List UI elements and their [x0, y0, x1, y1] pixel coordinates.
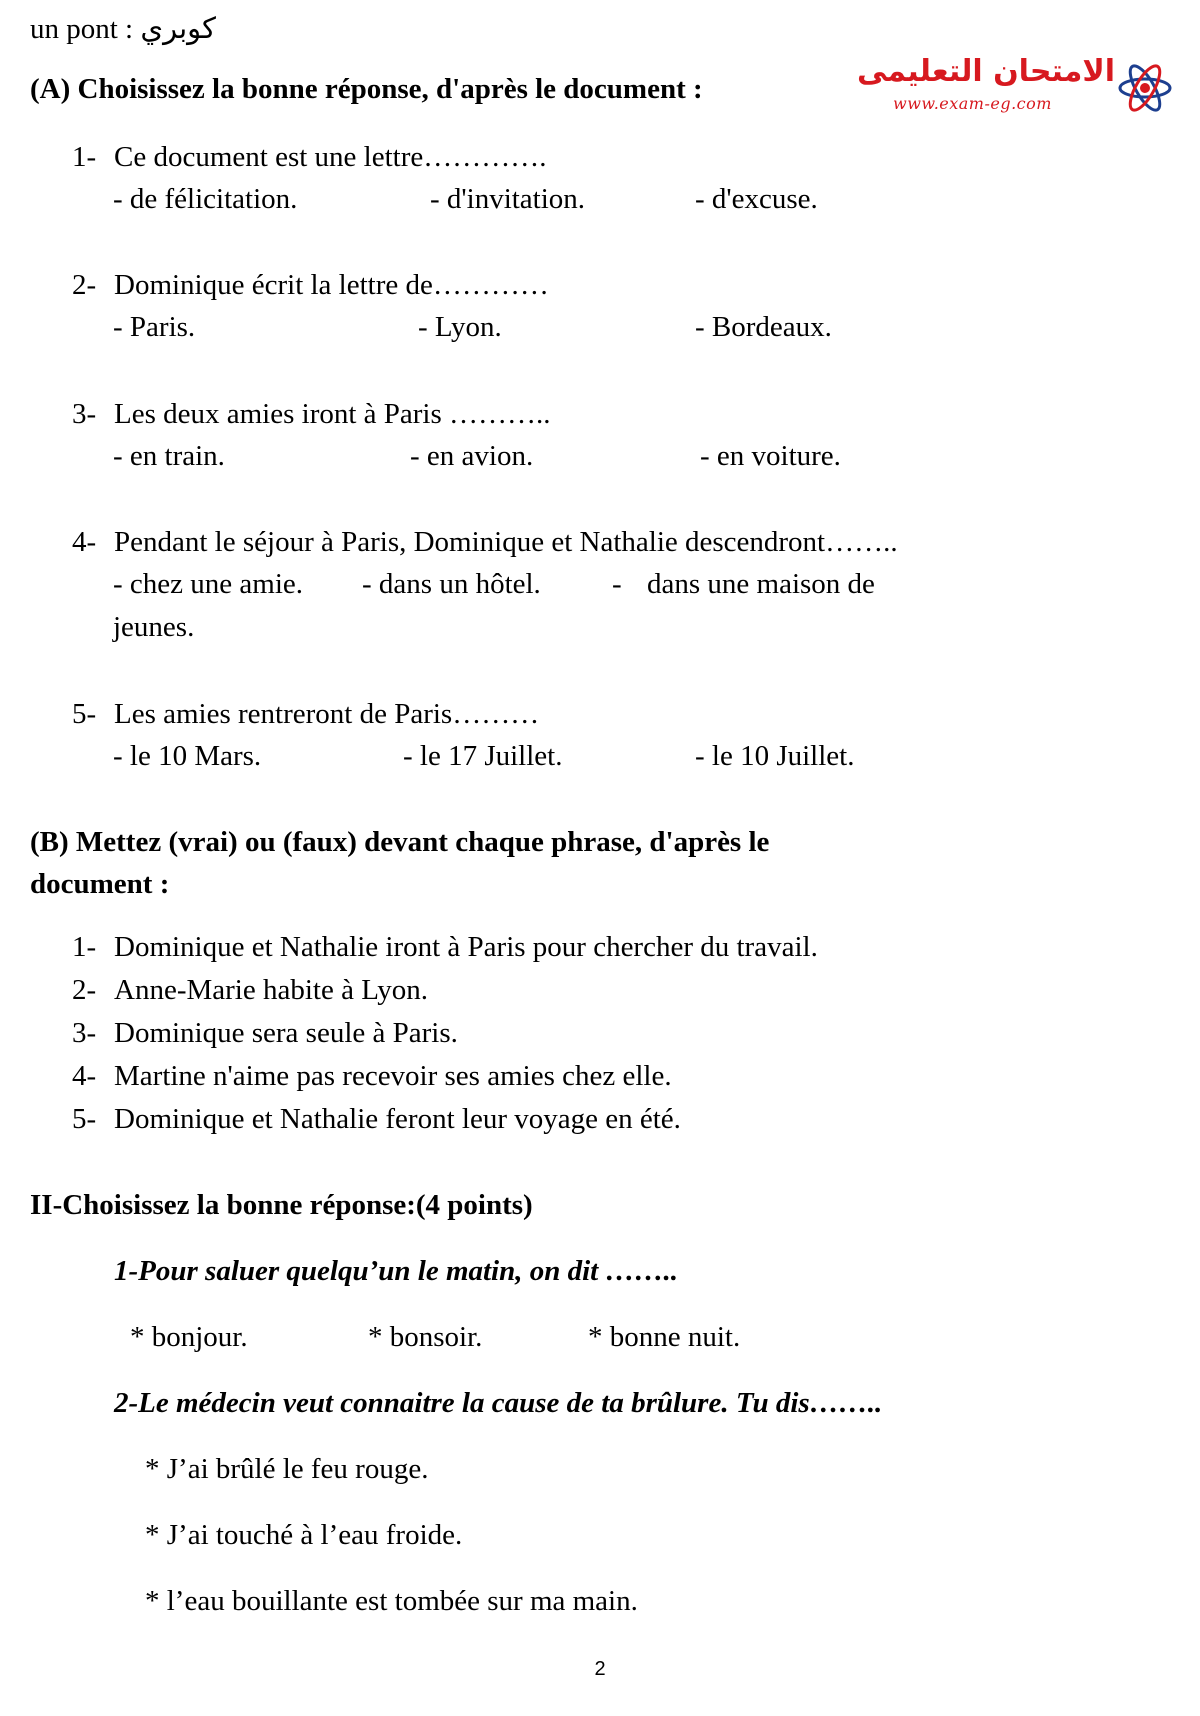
question-text: 2-Le médecin veut connaitre la cause de ta brûlure. Tu dis…….. — [114, 1387, 883, 1419]
option: - en train. — [113, 440, 225, 472]
section-b-title: (B) Mettez (vrai) ou (faux) devant chaque phrase, d'après le — [30, 826, 770, 858]
option: - en avion. — [410, 440, 534, 472]
option: * l’eau bouillante est tombée sur ma main. — [145, 1585, 638, 1617]
option: - le 10 Mars. — [113, 740, 262, 772]
option: - Paris. — [113, 311, 196, 343]
option: - chez une amie. — [113, 568, 304, 600]
statement-number: 3- — [72, 1017, 97, 1049]
statement-number: 2- — [72, 974, 97, 1006]
option: - — [612, 568, 622, 600]
question-number: 2- — [72, 269, 97, 301]
option: - le 17 Juillet. — [403, 740, 563, 772]
statement-number: 4- — [72, 1060, 97, 1092]
question-text: Dominique écrit la lettre de………… — [114, 269, 549, 301]
option: - d'invitation. — [430, 183, 586, 215]
question-text: Ce document est une lettre…………. — [114, 141, 547, 173]
question-text: Pendant le séjour à Paris, Dominique et Nathalie descendront…….. — [114, 526, 898, 558]
question-number: 5- — [72, 698, 97, 730]
question-text: 1-Pour saluer quelqu’un le matin, on dit …….. — [114, 1255, 678, 1287]
logo-url: www.exam-eg.com — [893, 94, 1052, 113]
statement-number: 1- — [72, 931, 97, 963]
question-number: 4- — [72, 526, 97, 558]
atom-icon — [1117, 60, 1173, 116]
statement-text: Dominique sera seule à Paris. — [114, 1017, 458, 1049]
option: * J’ai brûlé le feu rouge. — [145, 1453, 429, 1485]
question-number: 1- — [72, 141, 97, 173]
section-a-title: (A) Choisissez la bonne réponse, d'après le document : — [30, 73, 703, 105]
question-text: Les amies rentreront de Paris……… — [114, 698, 540, 730]
section-b-title-continuation: document : — [30, 868, 170, 900]
option: - dans un hôtel. — [362, 568, 541, 600]
page-number: 2 — [594, 1658, 606, 1680]
exam-eg-logo — [856, 54, 1175, 120]
option: * J’ai touché à l’eau froide. — [145, 1519, 463, 1551]
vocab-note: un pont : كوبري — [30, 13, 216, 45]
statement-text: Dominique et Nathalie iront à Paris pour chercher du travail. — [114, 931, 818, 963]
statement-text: Anne-Marie habite à Lyon. — [114, 974, 429, 1006]
question-number: 3- — [72, 398, 97, 430]
statement-text: Dominique et Nathalie feront leur voyage en été. — [114, 1103, 681, 1135]
logo-arabic-text: الامتحان التعليمى — [856, 54, 1115, 89]
option: dans une maison de — [647, 568, 875, 600]
option: * bonsoir. — [368, 1321, 483, 1353]
option: * bonne nuit. — [588, 1321, 741, 1353]
option: - Bordeaux. — [695, 311, 832, 343]
section-ii-title: II-Choisissez la bonne réponse:(4 points) — [30, 1189, 533, 1221]
option-continuation: jeunes. — [113, 611, 195, 643]
statement-text: Martine n'aime pas recevoir ses amies chez elle. — [114, 1060, 672, 1092]
option: - le 10 Juillet. — [695, 740, 855, 772]
option: - d'excuse. — [695, 183, 818, 215]
option: - Lyon. — [418, 311, 502, 343]
option: - en voiture. — [700, 440, 841, 472]
statement-number: 5- — [72, 1103, 97, 1135]
option: - de félicitation. — [113, 183, 298, 215]
question-text: Les deux amies iront à Paris ……….. — [114, 398, 551, 430]
option: * bonjour. — [130, 1321, 248, 1353]
